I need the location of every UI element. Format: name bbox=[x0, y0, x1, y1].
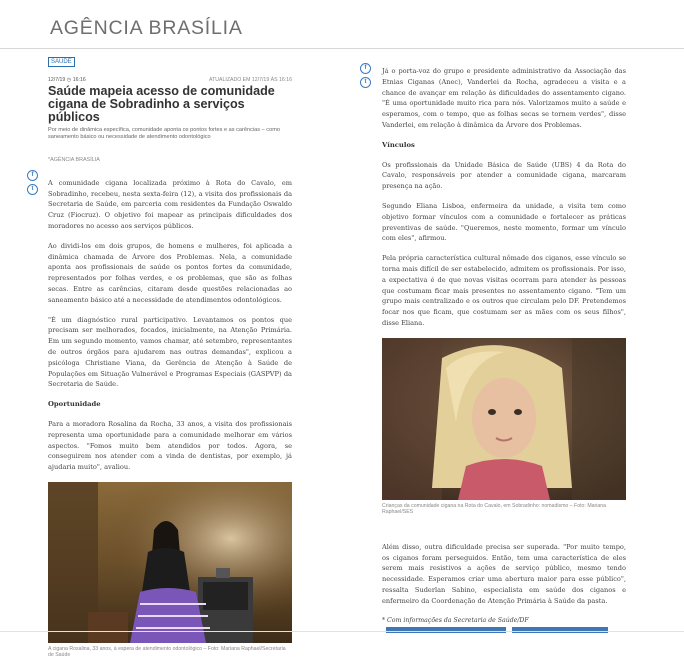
updated-date: ATUALIZADO EM 12/7/19 ÀS 16:16 bbox=[209, 77, 292, 83]
paragraph: A comunidade cigana localizada próximo à Rota do Cavalo, em Sobradinho, recebeu, nesta sexta-feira (12), a visita dos profissionais da Secretaria de Saúde, em parceria com residentes da Fundação Oswaldo Cruz (Fiocruz). O objetivo foi mapear as principais dificuldades dos moradores no acesso aos serviços públicos. bbox=[48, 178, 292, 230]
publish-time: 16:16 bbox=[72, 77, 86, 83]
publish-date: 12/7/19 bbox=[48, 77, 66, 83]
paragraph: Para a moradora Rosalina da Rocha, 33 anos, a visita dos profissionais representa uma oportunidade para a comunidade melhorar em vários aspectos. "Fomos muito bem atendidos por todos. Agora, se conseguirem nos atender com a vinda de dentistas, por exemplo, já ajudaria muito", avaliou. bbox=[48, 419, 292, 472]
article-lead: Por meio de dinâmica específica, comunidade aponta os pontos fortes e as carências – como saneamento básico ou necessidade de atendimento odontológico bbox=[48, 127, 280, 140]
photo-children-image bbox=[382, 338, 626, 500]
category-tag[interactable]: SAÚDE bbox=[48, 57, 75, 67]
share-button[interactable] bbox=[512, 627, 608, 633]
article-title: Saúde mapeia acesso de comunidade cigana de Sobradinho a serviços públicos bbox=[48, 84, 275, 124]
twitter-icon[interactable]: t bbox=[360, 77, 371, 88]
paragraph: "É um diagnóstico rural participativo. Levantamos os pontos que precisam ser melhorados, focados, inicialmente, na Atenção Primária. Em um segundo momento, vamos chamar, até setembro, representantes de outros órgãos para ajudarem nas outras demandas", explicou a psicóloga Christiane Viana, da Gerência de Atenção à Saúde de Populações em Situação Vulnerável e Programas Especiais (GASPVP) da Secretaria de Saúde. bbox=[48, 315, 292, 389]
facebook-icon[interactable]: f bbox=[27, 170, 38, 181]
paragraph: Os profissionais da Unidade Básica de Saúde (UBS) 4 da Rota do Cavalo, responsáveis por atender a comunidade cigana, marcaram presença na ação. bbox=[382, 160, 626, 191]
article-right-column bbox=[382, 66, 626, 635]
photo-rosalina bbox=[48, 482, 292, 643]
section-heading: Vínculos bbox=[382, 140, 415, 149]
photo-children bbox=[382, 338, 626, 500]
paragraph: Já o porta-voz do grupo e presidente administrativo da Associação das Etnias Ciganas (Anec), Vanderlei da Rocha, agradeceu a visita e a chance de avançar em relação às dificuldades do assentamento cigano. "É uma oportunidade muito rica para nós. Valorizamos muito a saúde e esperamos, com o tempo, que as folhas secas se tornem verdes", disse Vanderlei, em relação à dinâmica da Árvore dos Problemas. bbox=[382, 67, 626, 129]
date-bar bbox=[48, 75, 292, 83]
share-button[interactable] bbox=[386, 627, 506, 633]
section-heading: Oportunidade bbox=[48, 400, 101, 409]
photo-rosalina-image bbox=[48, 482, 292, 643]
site-logo[interactable]: AGÊNCIA BRASÍLIA bbox=[50, 17, 243, 39]
paragraph: Ao dividi-los em dois grupos, de homens e mulheres, foi aplicada a dinâmica chamada de Árvore dos Problemas. Nela, a comunidade aponta aos profissionais de saúde os pontos fortes da comunidade, representados por folhas verdes, e os problemas, que são as folhas secas. Entre as carências, citaram desde questões relacionadas ao saneamento básico até a necessidade de atendimentos odontológicos. bbox=[48, 241, 292, 304]
photo-caption: A cigana Rosalina, 33 anos, à espera de atendimento odontológico – Foto: Mariana Raphael/Secretaria de Saúde bbox=[48, 645, 286, 659]
paragraph: Pela própria característica cultural nômade dos ciganos, esse vínculo se torna mais difícil de ser estabelecido, admitem os profissionais. Por isso, a expectativa é de que novas visitas ocorram para atender às pessoas que costumam ficar mais presentes no assentamento cigano. "Tem um grupo mais centralizado e os outros que circulam pelo DF. Pretendemos focar nos que ficam, que costumam ser as mães com os seus filhos", disse Eliana. bbox=[382, 254, 626, 327]
paragraph: Segundo Eliana Lisboa, enfermeira da unidade, a visita tem como objetivo formar vínculos com a comunidade e fortalecer as práticas preventivas de saúde. "Queremos, neste momento, formar um vínculo com eles", afirmou. bbox=[382, 201, 626, 243]
twitter-icon[interactable]: t bbox=[27, 184, 38, 195]
source-note: * Com informações da Secretaria de Saúde/DF bbox=[382, 616, 529, 624]
article-author: *AGÊNCIA BRASÍLIA bbox=[48, 157, 100, 163]
facebook-icon[interactable]: f bbox=[360, 63, 371, 74]
paragraph: Além disso, outra dificuldade precisa ser superada. "Por muito tempo, os ciganos foram perseguidos. Então, tem uma característica de eles serem mais resistivos a ações de serviço público, mesmo tendo necessidade. Esperamos criar uma abertura maior para esse público", ressalta Suderlan Sabino, especialista em saúde dos ciganos e enfermeiro da Coordenação de Atenção Primária à Saúde da pasta. bbox=[382, 542, 626, 605]
divider bbox=[0, 631, 684, 632]
photo-caption: Crianças da comunidade cigana na Rota do Cavalo, em Sobradinho: nomadismo – Foto: Mariana Raphael/SES bbox=[382, 502, 607, 516]
article-left-column bbox=[48, 56, 292, 659]
clock-icon: ◷ bbox=[66, 77, 72, 83]
site-header bbox=[0, 0, 684, 49]
